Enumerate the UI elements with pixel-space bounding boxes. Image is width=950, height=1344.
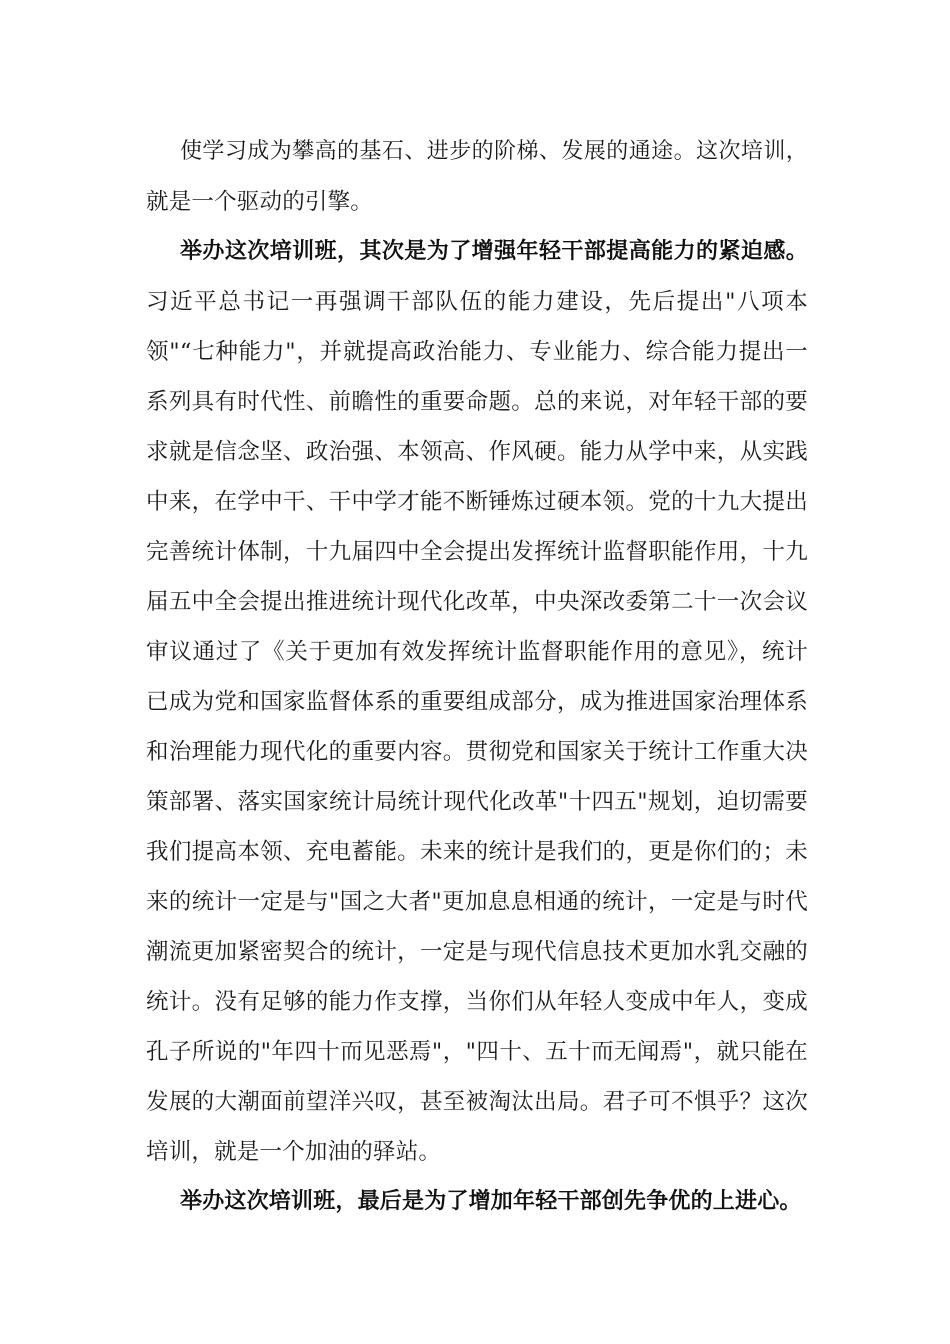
paragraph-2-line-11: 和治理能力现代化的重要内容。贯彻党和国家关于统计工作重大决 [146,739,808,765]
paragraph-2-line-3: 领"“七种能力"，并就提高政治能力、专业能力、综合能力提出一 [146,339,808,365]
paragraph-2-line-6: 中来，在学中干、干中学才能不断锤炼过硬本领。党的十九大提出 [146,489,808,515]
paragraph-3-heading-line: 举办这次培训班，最后是为了增加年轻干部创先争优的上进心。 [180,1189,802,1214]
paragraph-2-line-7: 完善统计体制，十九届四中全会提出发挥统计监督职能作用，十九 [146,539,808,565]
paragraph-2-line-17: 孔子所说的"年四十而见恶焉"，"四十、五十而无闻焉"，就只能在 [146,1039,808,1065]
paragraph-2-line-9: 审议通过了《关于更加有效发挥统计监督职能作用的意见》，统计 [146,639,808,665]
paragraph-2-line-16: 统计。没有足够的能力作支撑，当你们从年轻人变成中年人，变成 [146,989,808,1015]
paragraph-2-line-13: 我们提高本领、充电蓄能。未来的统计是我们的，更是你们的；未 [146,839,808,865]
paragraph-2-line-4: 系列具有时代性、前瞻性的重要命题。总的来说，对年轻干部的要 [146,389,808,415]
paragraph-2-line-5: 求就是信念坚、政治强、本领高、作风硬。能力从学中来，从实践 [146,439,808,465]
paragraph-2-line-14: 来的统计一定是与"国之大者"更加息息相通的统计，一定是与时代 [146,889,808,915]
paragraph-2-line-18: 发展的大潮面前望洋兴叹，甚至被淘汰出局。君子可不惧乎？这次 [146,1089,808,1115]
paragraph-2-line-8: 届五中全会提出推进统计现代化改革，中央深改委第二十一次会议 [146,589,808,615]
paragraph-2-heading-line: 举办这次培训班，其次是为了增强年轻干部提高能力的紧迫感。 [180,239,808,264]
paragraph-1-line-2: 就是一个驱动的引擎。 [146,189,374,215]
paragraph-1-line-1: 使学习成为攀高的基石、进步的阶梯、发展的通途。这次培训， [180,139,808,164]
paragraph-2-line-12: 策部署、落实国家统计局统计现代化改革"十四五"规划，迫切需要 [146,789,808,815]
paragraph-2-line-15: 潮流更加紧密契合的统计，一定是与现代信息技术更加水乳交融的 [146,939,808,965]
paragraph-2-line-19: 培训，就是一个加油的驿站。 [146,1139,442,1165]
paragraph-2-line-2: 习近平总书记一再强调干部队伍的能力建设，先后提出"八项本 [146,289,808,315]
paragraph-2-line-10: 已成为党和国家监督体系的重要组成部分，成为推进国家治理体系 [146,689,808,715]
